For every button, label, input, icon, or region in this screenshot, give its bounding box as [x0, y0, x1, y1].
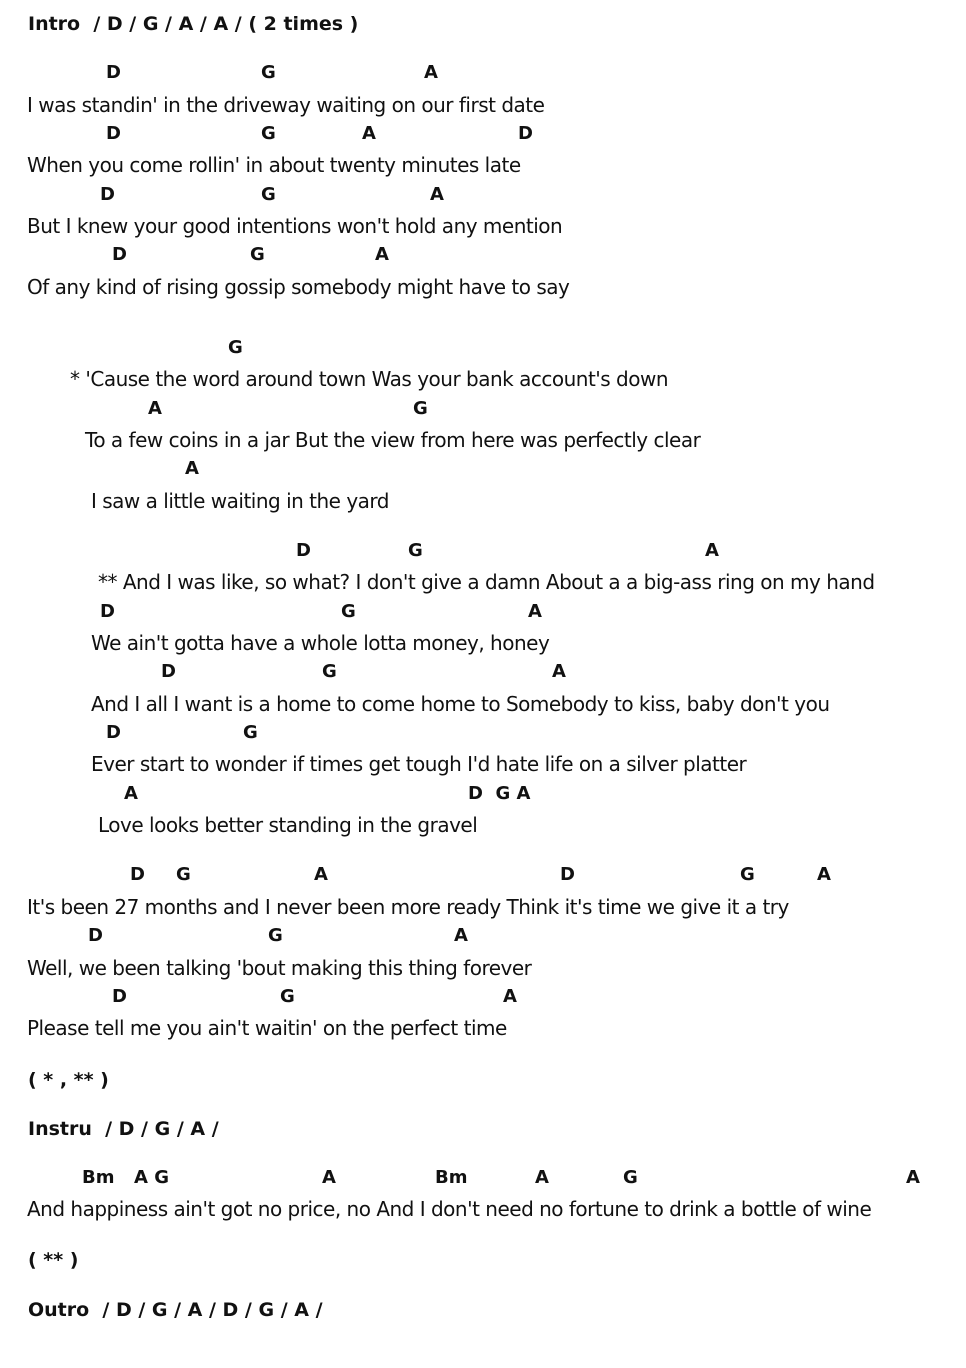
- chord: A: [185, 458, 199, 479]
- chord: D: [161, 661, 176, 682]
- chord: Bm: [82, 1167, 115, 1188]
- lyric-line: Please tell me you ain't waitin' on the perfect time: [27, 1016, 507, 1040]
- chord: A: [430, 184, 444, 205]
- chord: D: [130, 864, 145, 885]
- chord: G: [261, 123, 276, 144]
- lyric-line: We ain't gotta have a whole lotta money, honey: [91, 631, 550, 655]
- chord: G: [322, 661, 337, 682]
- repeat-marker: ( ** ): [28, 1249, 79, 1271]
- lyric-line: It's been 27 months and I never been more ready Think it's time we give it a try: [27, 895, 789, 919]
- chord: G: [623, 1167, 638, 1188]
- lyric-line: To a few coins in a jar But the view from here was perfectly clear: [85, 428, 701, 452]
- chord: G: [261, 62, 276, 83]
- chord: D: [100, 601, 115, 622]
- chord: A: [535, 1167, 549, 1188]
- chord: A: [705, 540, 719, 561]
- intro-line: Intro / D / G / A / A / ( 2 times ): [28, 13, 359, 35]
- repeat-marker: ( * , ** ): [28, 1069, 109, 1091]
- chord: G: [268, 925, 283, 946]
- chord: D: [296, 540, 311, 561]
- lyric-line: And happiness ain't got no price, no And I don't need no fortune to drink a bottle of wine: [27, 1197, 872, 1221]
- chord: D: [106, 62, 121, 83]
- chord: D: [112, 244, 127, 265]
- lyric-line: Love looks better standing in the gravel: [98, 813, 478, 837]
- chord: A: [817, 864, 831, 885]
- chord: D: [106, 123, 121, 144]
- chord: G: [243, 722, 258, 743]
- lyric-line: I was standin' in the driveway waiting on our first date: [27, 93, 545, 117]
- chord: A: [124, 783, 138, 804]
- chord: A: [552, 661, 566, 682]
- lyric-line: Ever start to wonder if times get tough I'd hate life on a silver platter: [91, 752, 747, 776]
- lyric-line: And I all I want is a home to come home to Somebody to kiss, baby don't you: [91, 692, 830, 716]
- chord: G: [250, 244, 265, 265]
- chord: G: [408, 540, 423, 561]
- chord: A: [906, 1167, 920, 1188]
- chord: D: [112, 986, 127, 1007]
- chord: G: [176, 864, 191, 885]
- chord: G: [413, 398, 428, 419]
- chord: A: [375, 244, 389, 265]
- chord: A: [454, 925, 468, 946]
- chord: D: [518, 123, 533, 144]
- chord: A: [503, 986, 517, 1007]
- chord: A: [314, 864, 328, 885]
- lyric-line: When you come rollin' in about twenty minutes late: [27, 153, 521, 177]
- chord: D G A: [468, 783, 531, 804]
- lyric-line: Of any kind of rising gossip somebody might have to say: [27, 275, 570, 299]
- chord: D: [88, 925, 103, 946]
- chord: D: [106, 722, 121, 743]
- chord: A: [148, 398, 162, 419]
- chord: A: [424, 62, 438, 83]
- outro-line: Outro / D / G / A / D / G / A /: [28, 1299, 323, 1321]
- chord: G: [228, 337, 243, 358]
- chord: A: [362, 123, 376, 144]
- chord: D: [560, 864, 575, 885]
- chord: Bm: [435, 1167, 468, 1188]
- chord: G: [740, 864, 755, 885]
- chord: A: [528, 601, 542, 622]
- chord: G: [341, 601, 356, 622]
- instrumental-line: Instru / D / G / A /: [28, 1118, 219, 1140]
- chord: G: [261, 184, 276, 205]
- chord: G: [280, 986, 295, 1007]
- lyric-line: ** And I was like, so what? I don't give a damn About a a big-ass ring on my hand: [98, 570, 875, 594]
- lyric-line: * 'Cause the word around town Was your bank account's down: [70, 367, 669, 391]
- chord: D: [100, 184, 115, 205]
- lyric-line: But I knew your good intentions won't hold any mention: [27, 214, 563, 238]
- chord: A G: [134, 1167, 169, 1188]
- chord: A: [322, 1167, 336, 1188]
- lyric-line: Well, we been talking 'bout making this thing forever: [27, 956, 532, 980]
- lyric-line: I saw a little waiting in the yard: [91, 489, 389, 513]
